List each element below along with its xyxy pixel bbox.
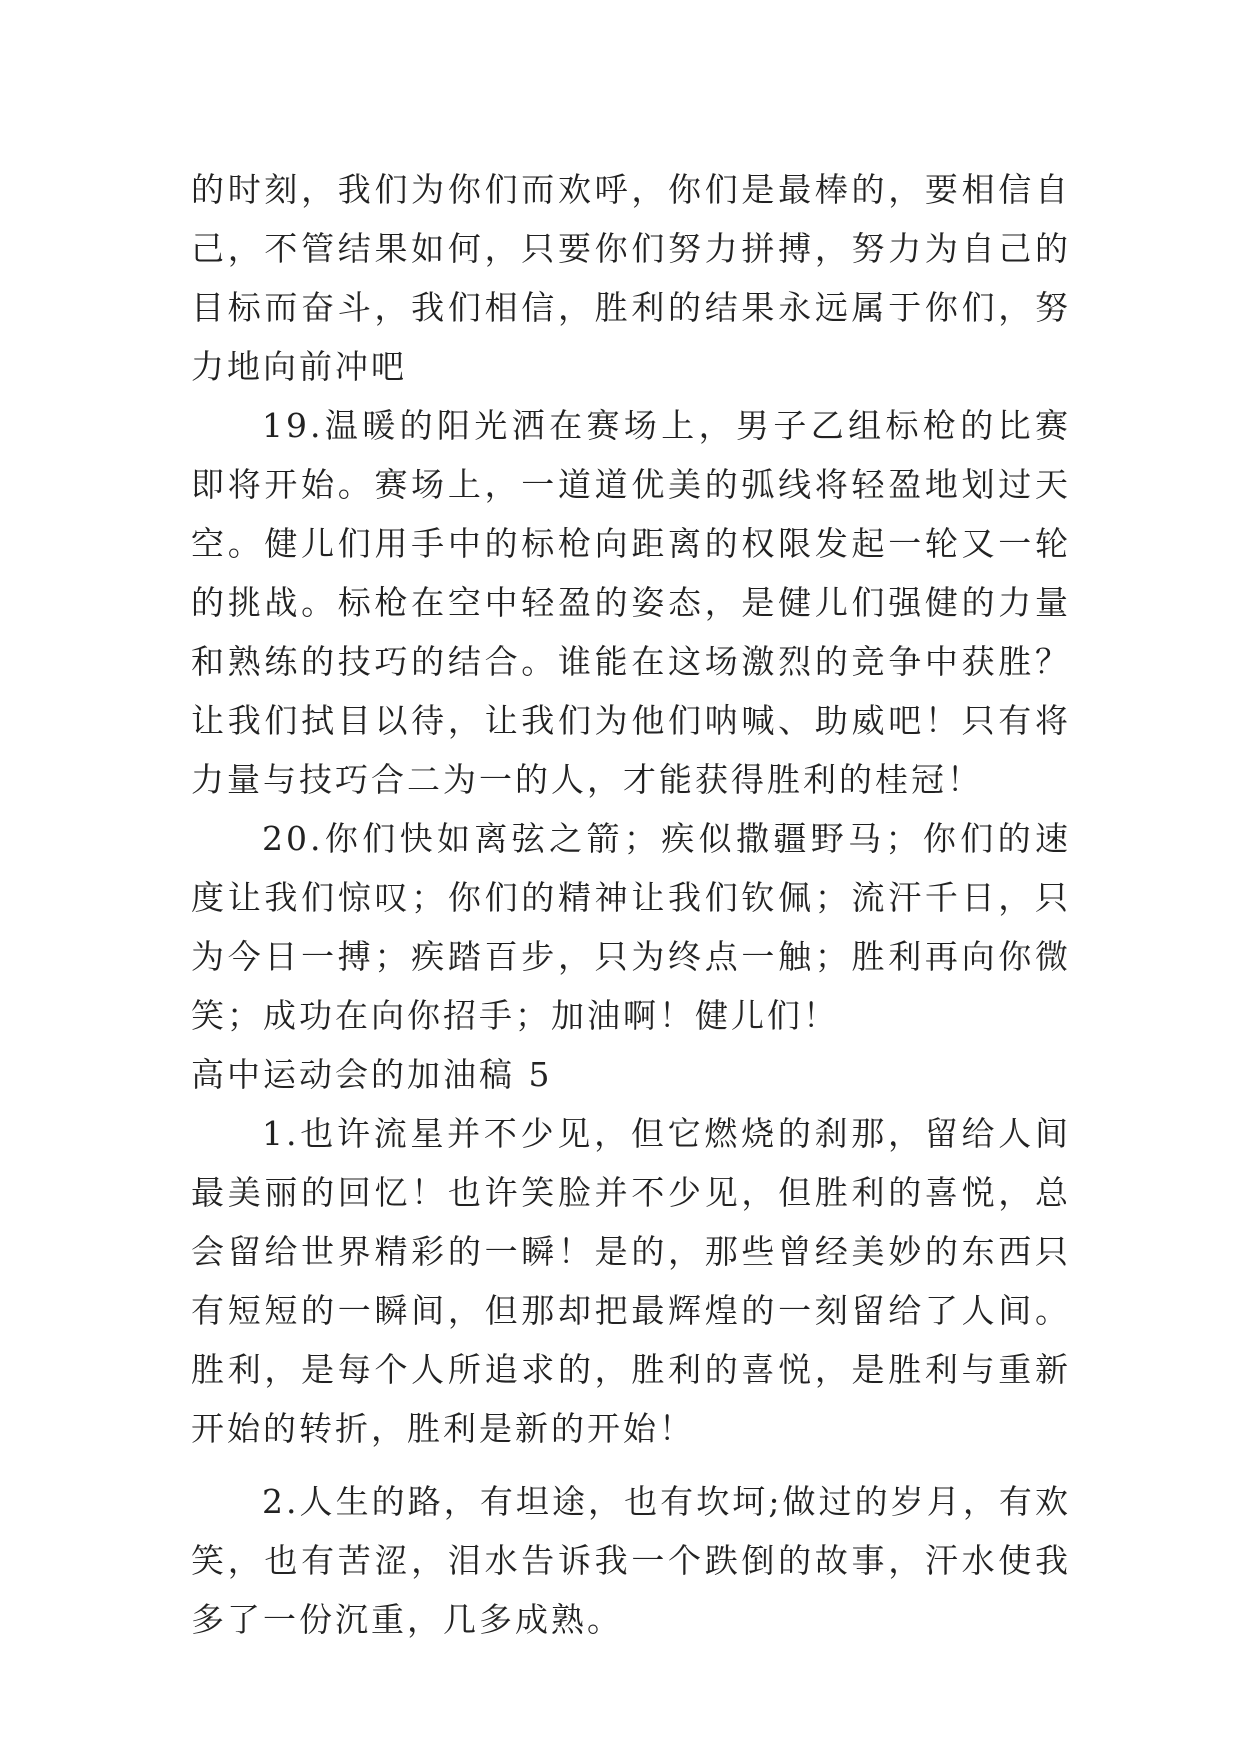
paragraph-item-20: 20.你们快如离弦之箭；疾似撒疆野马；你们的速度让我们惊叹；你们的精神让我们钦佩；流汗千日，只为今日一搏；疾踏百步，只为终点一触；胜利再向你微笑；成功在向你招手；加油啊！健儿们！ [191, 819, 1071, 1035]
paragraph-item-19: 19.温暖的阳光洒在赛场上，男子乙组标枪的比赛即将开始。赛场上，一道道优美的弧线将轻盈地划过天空。健儿们用手中的标枪向距离的权限发起一轮又一轮的挑战。标枪在空中轻盈的姿态，是健儿们强健的力量和熟练的技巧的结合。谁能在这场激烈的竞争中获胜？让我们拭目以待，让我们为他们呐喊、助威吧！只有将力量与技巧合二为一的人，才能获得胜利的桂冠！ [191, 406, 1071, 799]
document-body [191, 160, 1071, 1649]
section-heading: 高中运动会的加油稿 5 [191, 1055, 553, 1094]
paragraph-item-2: 2.人生的路，有坦途，也有坎坷;做过的岁月，有欢笑，也有苦涩，泪水告诉我一个跌倒的故事，汗水使我多了一份沉重，几多成熟。 [191, 1482, 1071, 1639]
paragraph-continuation: 的时刻，我们为你们而欢呼，你们是最棒的，要相信自己，不管结果如何，只要你们努力拼搏，努力为自己的目标而奋斗，我们相信，胜利的结果永远属于你们，努力地向前冲吧 [191, 170, 1071, 386]
paragraph-item-1: 1.也许流星并不少见，但它燃烧的刹那，留给人间最美丽的回忆！也许笑脸并不少见，但胜利的喜悦，总会留给世界精彩的一瞬！是的，那些曾经美妙的东西只有短短的一瞬间，但那却把最辉煌的一刻留给了人间。胜利，是每个人所追求的，胜利的喜悦，是胜利与重新开始的转折，胜利是新的开始！ [191, 1114, 1071, 1448]
